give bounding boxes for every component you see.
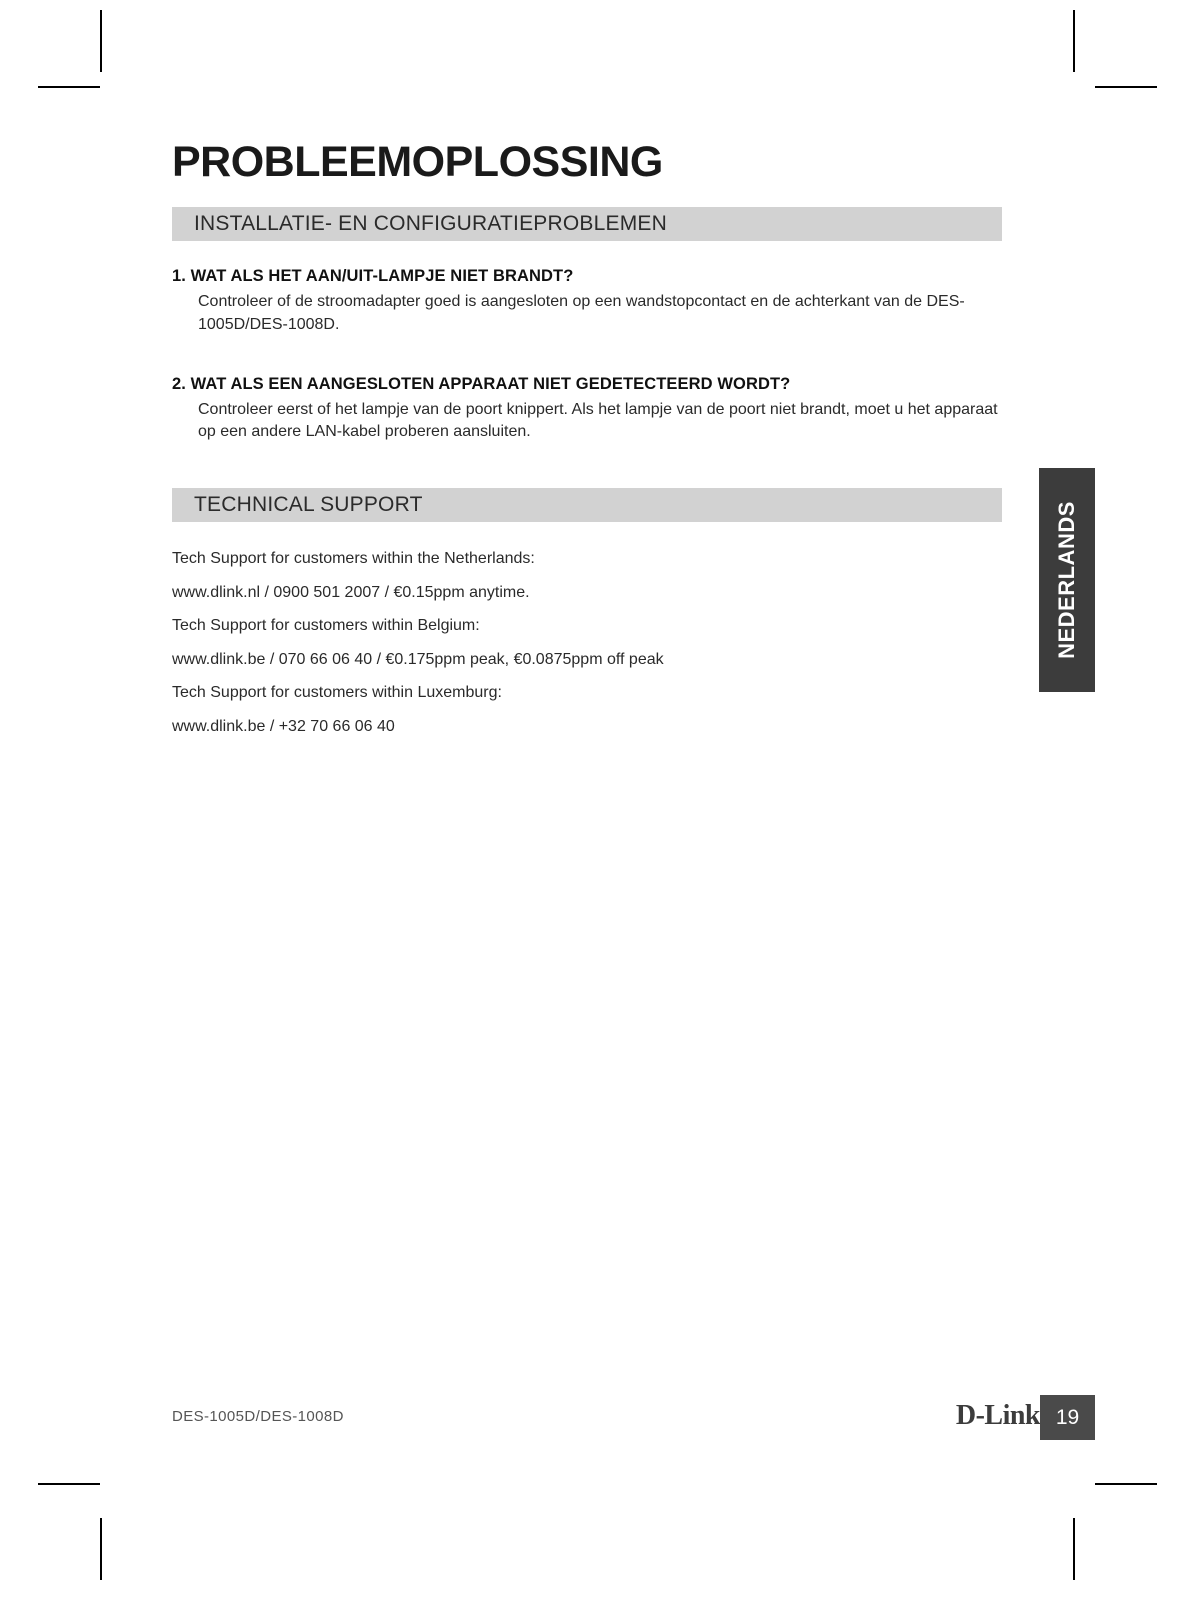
dlink-logo: D-Link	[955, 1400, 1040, 1431]
section-header-install-config	[172, 207, 1002, 241]
support-line-netherlands-label: Tech Support for customers within the Netherlands:	[172, 550, 535, 568]
faq-question-2: 2. WAT ALS EEN AANGESLOTEN APPARAAT NIET GEDETECTEERD WORDT?	[172, 374, 791, 393]
section-header-install-config-label: INSTALLATIE- EN CONFIGURATIEPROBLEMEN	[194, 212, 667, 236]
faq-question-1: 1. WAT ALS HET AAN/UIT-LAMPJE NIET BRANDT?	[172, 267, 574, 286]
page-number-label: 19	[1055, 1405, 1080, 1429]
crop-mark-bottom-right-horizontal	[1095, 1483, 1157, 1485]
support-line-luxemburg-contact[interactable]: www.dlink.be / +32 70 66 06 40	[172, 717, 395, 735]
crop-mark-top-right-vertical	[1073, 10, 1075, 72]
crop-mark-bottom-right-vertical	[1073, 1518, 1075, 1580]
faq-item-2	[172, 375, 1002, 444]
page-title: PROBLEEMOPLOSSING	[172, 138, 663, 186]
support-line-luxemburg-label: Tech Support for customers within Luxemburg:	[172, 684, 502, 702]
technical-support-details	[172, 548, 1002, 738]
crop-mark-top-right-horizontal	[1095, 86, 1157, 88]
support-line-netherlands-contact[interactable]: www.dlink.nl / 0900 501 2007 / €0.15ppm anytime.	[172, 583, 530, 601]
crop-mark-top-left-vertical	[100, 10, 102, 72]
crop-mark-bottom-left-vertical	[100, 1518, 102, 1580]
section-header-technical-support-label: TECHNICAL SUPPORT	[194, 493, 423, 517]
faq-answer-2: Controleer eerst of het lampje van de poort knippert. Als het lampje van de poort niet brandt, moet u het apparaat op een andere LAN-kabel proberen aansluiten.	[198, 400, 998, 441]
section-header-technical-support	[172, 488, 1002, 522]
page-content	[172, 140, 1002, 750]
support-line-belgium-contact[interactable]: www.dlink.be / 070 66 06 40 / €0.175ppm peak, €0.0875ppm off peak	[172, 650, 664, 668]
language-side-tab	[1039, 468, 1095, 692]
faq-item-1	[172, 267, 1002, 336]
page-number-badge	[1040, 1395, 1095, 1440]
crop-mark-top-left-horizontal	[38, 86, 100, 88]
crop-mark-bottom-left-horizontal	[38, 1483, 100, 1485]
footer-model-number: DES-1005D/DES-1008D	[172, 1408, 344, 1425]
language-side-tab-label: NEDERLANDS	[1054, 501, 1079, 659]
faq-answer-1: Controleer of de stroomadapter goed is aangesloten op een wandstopcontact en de achterkant van de DES-1005D/DES-1008D.	[198, 293, 965, 333]
support-line-belgium-label: Tech Support for customers within Belgium:	[172, 617, 480, 635]
